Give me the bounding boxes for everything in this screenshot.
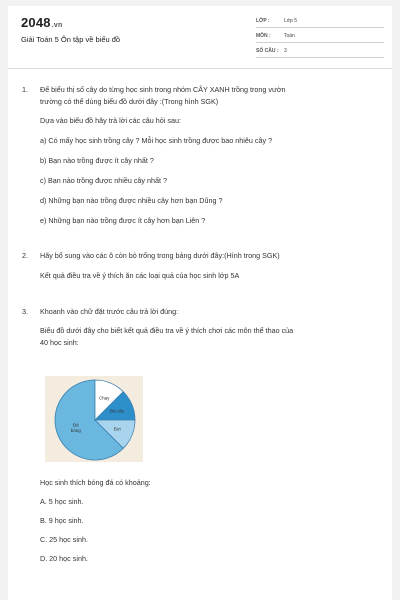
meta-count-key: SỐ CÂU : xyxy=(256,48,279,54)
q3-question: Học sinh thích bóng đá có khoảng: xyxy=(40,478,151,487)
meta-class-value: Lớp 5 xyxy=(284,18,298,24)
q1-number: 1. xyxy=(22,85,28,94)
document-header xyxy=(8,6,392,62)
document-title: Giải Toán 5 Ôn tập về biểu đồ xyxy=(21,35,121,44)
document-page xyxy=(8,6,392,600)
q1-item-c: c) Bạn nào trồng được nhiều cây nhất ? xyxy=(40,176,167,185)
pie-chart-svg xyxy=(45,376,143,462)
logo-text: 2048 xyxy=(21,15,51,30)
q3-desc-line2: 40 học sinh: xyxy=(40,338,79,347)
q1-item-a: a) Có mấy học sinh trồng cây ? Mỗi học sinh trồng được bao nhiêu cây ? xyxy=(40,136,273,145)
sports-pie-chart xyxy=(45,376,143,462)
meta-subject-key: MÔN : xyxy=(256,33,271,39)
q1-item-d: d) Những bạn nào trồng được nhiều cây hơn bạn Dũng ? xyxy=(40,196,223,205)
label-football: Đá bóng xyxy=(70,422,81,434)
label-running: Chạy xyxy=(98,395,110,401)
q1-prompt: Dựa vào biểu đồ hãy trả lời các câu hỏi sau: xyxy=(40,116,181,125)
q1-intro-line1: Để biểu thị số cây do từng học sinh trong nhóm CÂY XANH trồng trong vườn xyxy=(40,85,286,94)
q2-line1: Hãy bổ sung vào các ô còn bỏ trống trong bảng dưới đây:(Hình trong SGK) xyxy=(40,251,280,260)
meta-count-row xyxy=(256,46,384,58)
meta-subject-row xyxy=(256,31,384,43)
q2-line2: Kết quả điều tra về ý thích ăn các loại quả của học sinh lớp 5A xyxy=(40,271,240,280)
logo-suffix: .vn xyxy=(51,22,63,29)
q3-option-c[interactable]: C. 25 học sinh. xyxy=(40,535,88,544)
q1-item-e: e) Những bạn nào trồng được ít cây hơn bạn Liên ? xyxy=(40,216,206,225)
label-shuttlecock: Đá cầu xyxy=(110,408,125,414)
q3-desc-line1: Biểu đồ dưới đây cho biết kết quả điều tra về ý thích chơi các môn thể thao của xyxy=(40,326,294,335)
q3-option-a[interactable]: A. 5 học sinh. xyxy=(40,497,84,506)
q1-item-b: b) Bạn nào trồng được ít cây nhất ? xyxy=(40,156,154,165)
meta-class-key: LỚP : xyxy=(256,18,270,24)
site-logo[interactable] xyxy=(21,15,62,30)
q2-number: 2. xyxy=(22,251,28,260)
q1-intro-line2: trường có thể dùng biểu đồ dưới đây :(Trong hình SGK) xyxy=(40,97,219,106)
meta-subject-value: Toán xyxy=(284,33,295,39)
q3-option-d[interactable]: D. 20 học sinh. xyxy=(40,554,88,563)
meta-count-value: 3 xyxy=(284,48,287,54)
meta-class-row xyxy=(256,16,384,28)
q3-title: Khoanh vào chữ đặt trước câu trả lời đúng: xyxy=(40,307,179,316)
label-swimming: Bơi xyxy=(113,426,121,432)
q3-option-b[interactable]: B. 9 học sinh. xyxy=(40,516,84,525)
header-divider xyxy=(8,68,392,69)
q3-number: 3. xyxy=(22,307,28,316)
